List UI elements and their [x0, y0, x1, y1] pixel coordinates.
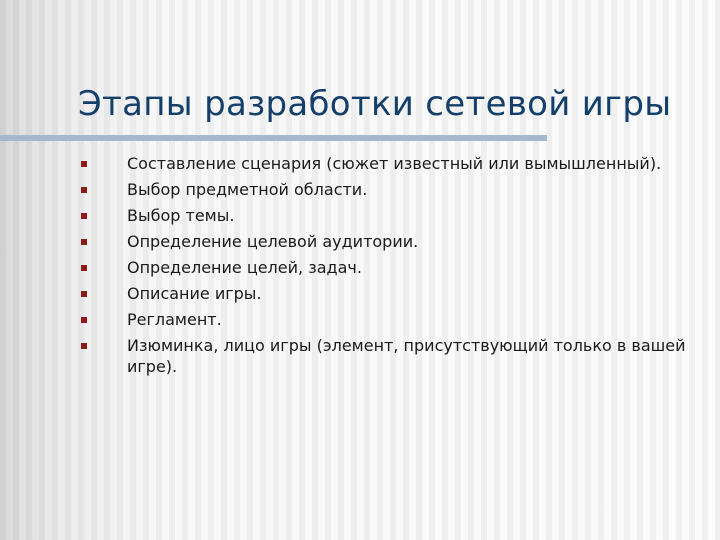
bullet-item: [78, 257, 690, 278]
square-bullet-icon: [81, 161, 87, 167]
square-bullet-icon: [81, 213, 87, 219]
bullet-list: [78, 153, 690, 382]
bullet-text: Выбор темы.: [127, 206, 235, 225]
bullet-item: [78, 335, 690, 377]
bullet-item: [78, 205, 690, 226]
square-bullet-icon: [81, 291, 87, 297]
square-bullet-icon: [81, 343, 87, 349]
bullet-item: [78, 231, 690, 252]
bullet-text: Выбор предметной области.: [127, 180, 368, 199]
square-bullet-icon: [81, 187, 87, 193]
bullet-text: Регламент.: [127, 310, 222, 329]
bullet-text: Составление сценария (сюжет известный или вымышленный).: [127, 154, 662, 173]
bullet-text: Определение целей, задач.: [127, 258, 362, 277]
square-bullet-icon: [81, 265, 87, 271]
bullet-item: [78, 153, 690, 174]
square-bullet-icon: [81, 239, 87, 245]
bullet-text: Изюминка, лицо игры (элемент, присутствующий только в вашей игре).: [127, 336, 686, 376]
bullet-item: [78, 283, 690, 304]
bullet-item: [78, 309, 690, 330]
square-bullet-icon: [81, 317, 87, 323]
bullet-text: Определение целевой аудитории.: [127, 232, 419, 251]
bullet-text: Описание игры.: [127, 284, 262, 303]
title-underline: [0, 135, 547, 141]
slide-title: Этапы разработки сетевой игры: [78, 84, 672, 124]
bullet-item: [78, 179, 690, 200]
